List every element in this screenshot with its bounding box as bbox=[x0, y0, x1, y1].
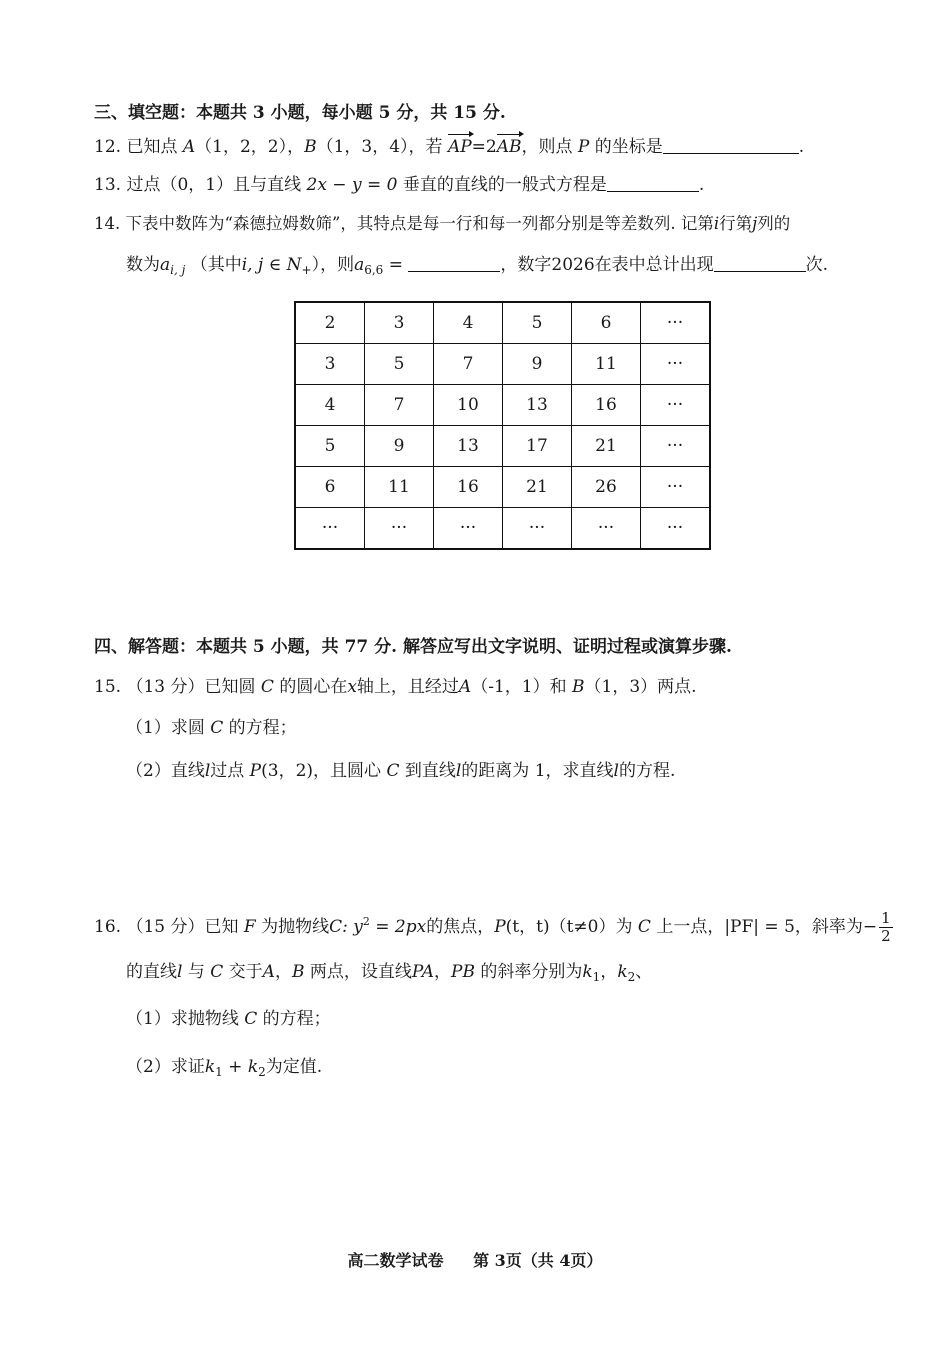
table-cell: ··· bbox=[365, 508, 434, 550]
q14-var-a: a bbox=[160, 255, 171, 275]
q16-part1-var-c: C bbox=[244, 1009, 258, 1029]
table-cell: 5 bbox=[365, 344, 434, 385]
q12-end: . bbox=[798, 137, 805, 157]
q14-a66-sub: 6,6 bbox=[364, 263, 384, 277]
q15-part2-text-e: 的距离为 1，求直线 bbox=[461, 761, 614, 781]
q16-var-c: C bbox=[329, 917, 343, 937]
q14-answer-blank-1[interactable] bbox=[408, 253, 500, 272]
q13-expression: 2x − y = 0 bbox=[306, 175, 398, 195]
q16-part1 bbox=[126, 1007, 331, 1031]
q16-l2-text-g: 的斜率分别为 bbox=[480, 962, 583, 982]
table-cell: ··· bbox=[641, 426, 711, 467]
q16-var-c3: C bbox=[210, 962, 224, 982]
q16-l2-text-c: 交于 bbox=[228, 962, 263, 982]
q16-var-pa: PA bbox=[411, 962, 435, 982]
q16-line2 bbox=[126, 960, 652, 989]
q16-part2-k2-sub: 2 bbox=[258, 1065, 266, 1079]
q16-part2-k1-sub: 1 bbox=[215, 1065, 223, 1079]
q16-var-k2-sub: 2 bbox=[627, 970, 636, 984]
table-row bbox=[295, 426, 710, 467]
q16-var-l: l bbox=[177, 962, 183, 982]
q15-part2-text-c: (3，2)，且圆心 bbox=[261, 761, 382, 781]
table-cell: ··· bbox=[434, 508, 503, 550]
q15-part1 bbox=[126, 716, 297, 740]
q14-eq: = bbox=[388, 255, 403, 275]
q15-text-a: 已知圆 bbox=[204, 677, 256, 697]
table-cell: 4 bbox=[434, 302, 503, 344]
table-cell: ··· bbox=[295, 508, 365, 550]
table-row bbox=[295, 344, 710, 385]
q12-eq: =2 bbox=[471, 137, 497, 157]
q15-part2-var-l3: l bbox=[613, 761, 619, 781]
q15-part2-var-c: C bbox=[386, 761, 400, 781]
table-cell: 3 bbox=[295, 344, 365, 385]
q15-part2-text-b: 过点 bbox=[210, 761, 245, 781]
q16-text-a: 已知 bbox=[204, 917, 239, 937]
question-14-line2 bbox=[126, 253, 828, 282]
q16-text-f: (t，t)（t≠0）为 bbox=[505, 917, 633, 937]
q16-eq-a: : y bbox=[342, 917, 363, 937]
sieve-table bbox=[294, 301, 711, 550]
table-cell: ··· bbox=[572, 508, 641, 550]
q16-part1-text-b: 的方程； bbox=[262, 1009, 331, 1029]
q15-part2-text-a: （2）直线 bbox=[126, 761, 205, 781]
q14-text-a: 下表中数阵为“森德拉姆数筛”，其特点是每一行和每一列都分别是等差数列. 记第 bbox=[125, 214, 714, 233]
table-cell: 13 bbox=[503, 385, 572, 426]
q16-l2-text-d: ， bbox=[274, 962, 292, 982]
q16-var-a: A bbox=[262, 962, 275, 982]
q14-condition: i, j ∈ N bbox=[241, 255, 302, 275]
table-row bbox=[295, 302, 710, 344]
q16-part1-text: （1）求抛物线 bbox=[126, 1009, 239, 1029]
table-cell: 11 bbox=[572, 344, 641, 385]
table-cell: 2 bbox=[295, 302, 365, 344]
q16-text-g: 上一点，|PF| = 5，斜率为− bbox=[656, 917, 878, 937]
q16-part2 bbox=[126, 1055, 322, 1084]
q15-var-c: C bbox=[260, 677, 274, 697]
table-cell: ··· bbox=[641, 385, 711, 426]
q12-coords-a: （1，2，2）， bbox=[195, 137, 305, 157]
q15-part2-var-p: P bbox=[249, 761, 262, 781]
table-cell: 13 bbox=[434, 426, 503, 467]
table-cell: 7 bbox=[365, 385, 434, 426]
q14-var-a-sub: i, j bbox=[170, 263, 186, 277]
question-15 bbox=[94, 675, 697, 699]
q16-part2-k1: k bbox=[204, 1057, 216, 1077]
table-cell: 9 bbox=[365, 426, 434, 467]
q16-var-b: B bbox=[291, 962, 305, 982]
q16-number: 16. bbox=[94, 917, 122, 937]
table-cell: ··· bbox=[641, 302, 711, 344]
q16-frac-den: 2 bbox=[881, 927, 891, 945]
q15-part1-var-c: C bbox=[210, 718, 224, 738]
q14-text-d: 数为 bbox=[126, 255, 160, 275]
q12-text-b: ，则点 bbox=[521, 137, 573, 157]
table-cell: ··· bbox=[641, 508, 711, 550]
q15-point-a: （-1，1）和 bbox=[471, 677, 567, 697]
table-cell: 16 bbox=[434, 467, 503, 508]
q12-text: 已知点 bbox=[126, 137, 178, 157]
q16-part2-k2: k bbox=[247, 1057, 259, 1077]
q13-number: 13. bbox=[94, 175, 122, 195]
table-cell: 3 bbox=[365, 302, 434, 344]
q16-text-e: 的焦点， bbox=[426, 917, 495, 937]
table-cell: 21 bbox=[572, 426, 641, 467]
q15-part2-text-f: 的方程. bbox=[618, 761, 676, 781]
table-cell: 21 bbox=[503, 467, 572, 508]
table-cell: 10 bbox=[434, 385, 503, 426]
vector-ab: AB bbox=[496, 137, 522, 157]
q16-part2-text-b: 为定值. bbox=[265, 1057, 323, 1077]
table-cell: 4 bbox=[295, 385, 365, 426]
q16-points: （15 分） bbox=[126, 917, 205, 937]
q16-l2-text-e: 两点，设直线 bbox=[309, 962, 412, 982]
table-cell: 16 bbox=[572, 385, 641, 426]
table-cell: ··· bbox=[641, 467, 711, 508]
q12-number: 12. bbox=[94, 137, 122, 157]
q15-number: 15. bbox=[94, 677, 122, 697]
table-row bbox=[295, 385, 710, 426]
question-14-line1 bbox=[94, 212, 790, 236]
page-footer bbox=[0, 1248, 950, 1271]
q16-eq-sup: 2 bbox=[362, 915, 370, 928]
q15-part2-var-l: l bbox=[204, 761, 211, 781]
table-cell: 5 bbox=[503, 302, 572, 344]
table-cell: 26 bbox=[572, 467, 641, 508]
q13-end: . bbox=[698, 175, 705, 195]
q16-text-b: 为抛物线 bbox=[261, 917, 330, 937]
q14-text-h: 次. bbox=[805, 255, 829, 275]
q16-l2-text-f: ， bbox=[434, 962, 452, 982]
q14-text-g: ，数字2026在表中总计出现 bbox=[500, 255, 714, 275]
question-12 bbox=[94, 135, 804, 159]
q14-condition-sub: + bbox=[301, 263, 312, 277]
q16-l2-text-i: 、 bbox=[635, 962, 653, 982]
table-cell: 17 bbox=[503, 426, 572, 467]
table-cell: ··· bbox=[503, 508, 572, 550]
q15-part2-text-d: 到直线 bbox=[404, 761, 456, 781]
q15-var-b: B bbox=[572, 677, 585, 697]
q16-var-k2: k bbox=[617, 962, 628, 982]
q16-var-pb: PB bbox=[451, 962, 475, 982]
q12-var-b: B bbox=[304, 137, 317, 157]
q16-var-f: F bbox=[243, 917, 256, 937]
q14-answer-blank-2[interactable] bbox=[714, 253, 806, 272]
q12-var-p: P bbox=[577, 137, 590, 157]
q15-points: （13 分） bbox=[126, 677, 205, 697]
q16-var-k1-sub: 1 bbox=[592, 970, 601, 984]
table-cell: 5 bbox=[295, 426, 365, 467]
q15-text-c: 轴上，且经过 bbox=[356, 677, 459, 697]
footer-page-number: 第 3页（共 4页） bbox=[473, 1251, 603, 1270]
q14-a66: a bbox=[354, 255, 365, 275]
q13-text-b: 垂直的直线的一般式方程是 bbox=[402, 175, 607, 195]
table-row bbox=[295, 508, 710, 550]
q13-answer-blank[interactable] bbox=[607, 173, 699, 192]
q14-number: 14. bbox=[94, 214, 121, 233]
q15-part1-text: （1）求圆 bbox=[126, 718, 205, 738]
q13-text: 过点（0，1）且与直线 bbox=[126, 175, 302, 195]
q12-coords-b: （1，3，4），若 bbox=[316, 137, 443, 157]
question-16 bbox=[94, 902, 893, 945]
footer-title: 高二数学试卷 bbox=[347, 1251, 444, 1270]
table-cell: ··· bbox=[641, 344, 711, 385]
table-row bbox=[295, 467, 710, 508]
table-cell: 7 bbox=[434, 344, 503, 385]
q16-l2-text-h: ， bbox=[600, 962, 618, 982]
q15-text-b: 的圆心在 bbox=[279, 677, 348, 697]
q16-fraction bbox=[879, 910, 893, 945]
table-cell: 9 bbox=[503, 344, 572, 385]
table-cell: 6 bbox=[572, 302, 641, 344]
q16-l2-text-a: 的直线 bbox=[126, 962, 177, 982]
q14-text-c: 列的 bbox=[757, 214, 791, 233]
table-cell: 11 bbox=[365, 467, 434, 508]
q14-var-j: j bbox=[752, 214, 758, 233]
q15-var-a: A bbox=[458, 677, 472, 697]
q14-text-f: ），则 bbox=[311, 255, 355, 275]
q12-var-a: A bbox=[182, 137, 196, 157]
q16-eq-b: = 2px bbox=[369, 917, 427, 937]
q15-point-b: （1，3）两点. bbox=[584, 677, 697, 697]
q14-var-i: i bbox=[713, 214, 720, 233]
q15-part2-var-l2: l bbox=[455, 761, 462, 781]
q16-var-c2: C bbox=[637, 917, 651, 937]
q15-var-x: x bbox=[347, 677, 357, 697]
section3-heading: 三、填空题：本题共 3 小题，每小题 5 分，共 15 分. bbox=[94, 103, 506, 123]
q14-text-b: 行第 bbox=[719, 214, 753, 233]
q16-part2-plus: + bbox=[222, 1057, 248, 1077]
q15-part1-text-b: 的方程； bbox=[228, 718, 297, 738]
q16-part2-text: （2）求证 bbox=[126, 1057, 205, 1077]
q15-part2 bbox=[126, 759, 675, 783]
q12-answer-blank[interactable] bbox=[663, 135, 799, 154]
vector-ap: AP bbox=[447, 137, 472, 157]
q14-text-e: （其中 bbox=[190, 255, 242, 275]
q12-text-c: 的坐标是 bbox=[594, 137, 663, 157]
q16-var-k1: k bbox=[582, 962, 593, 982]
question-13 bbox=[94, 173, 704, 197]
table-cell: 6 bbox=[295, 467, 365, 508]
section4-heading: 四、解答题：本题共 5 小题，共 77 分. 解答应写出文字说明、证明过程或演算步骤. bbox=[94, 637, 732, 657]
q16-frac-num: 1 bbox=[881, 909, 891, 927]
q16-var-p: P bbox=[494, 917, 506, 937]
q16-l2-text-b: 与 bbox=[187, 962, 205, 982]
